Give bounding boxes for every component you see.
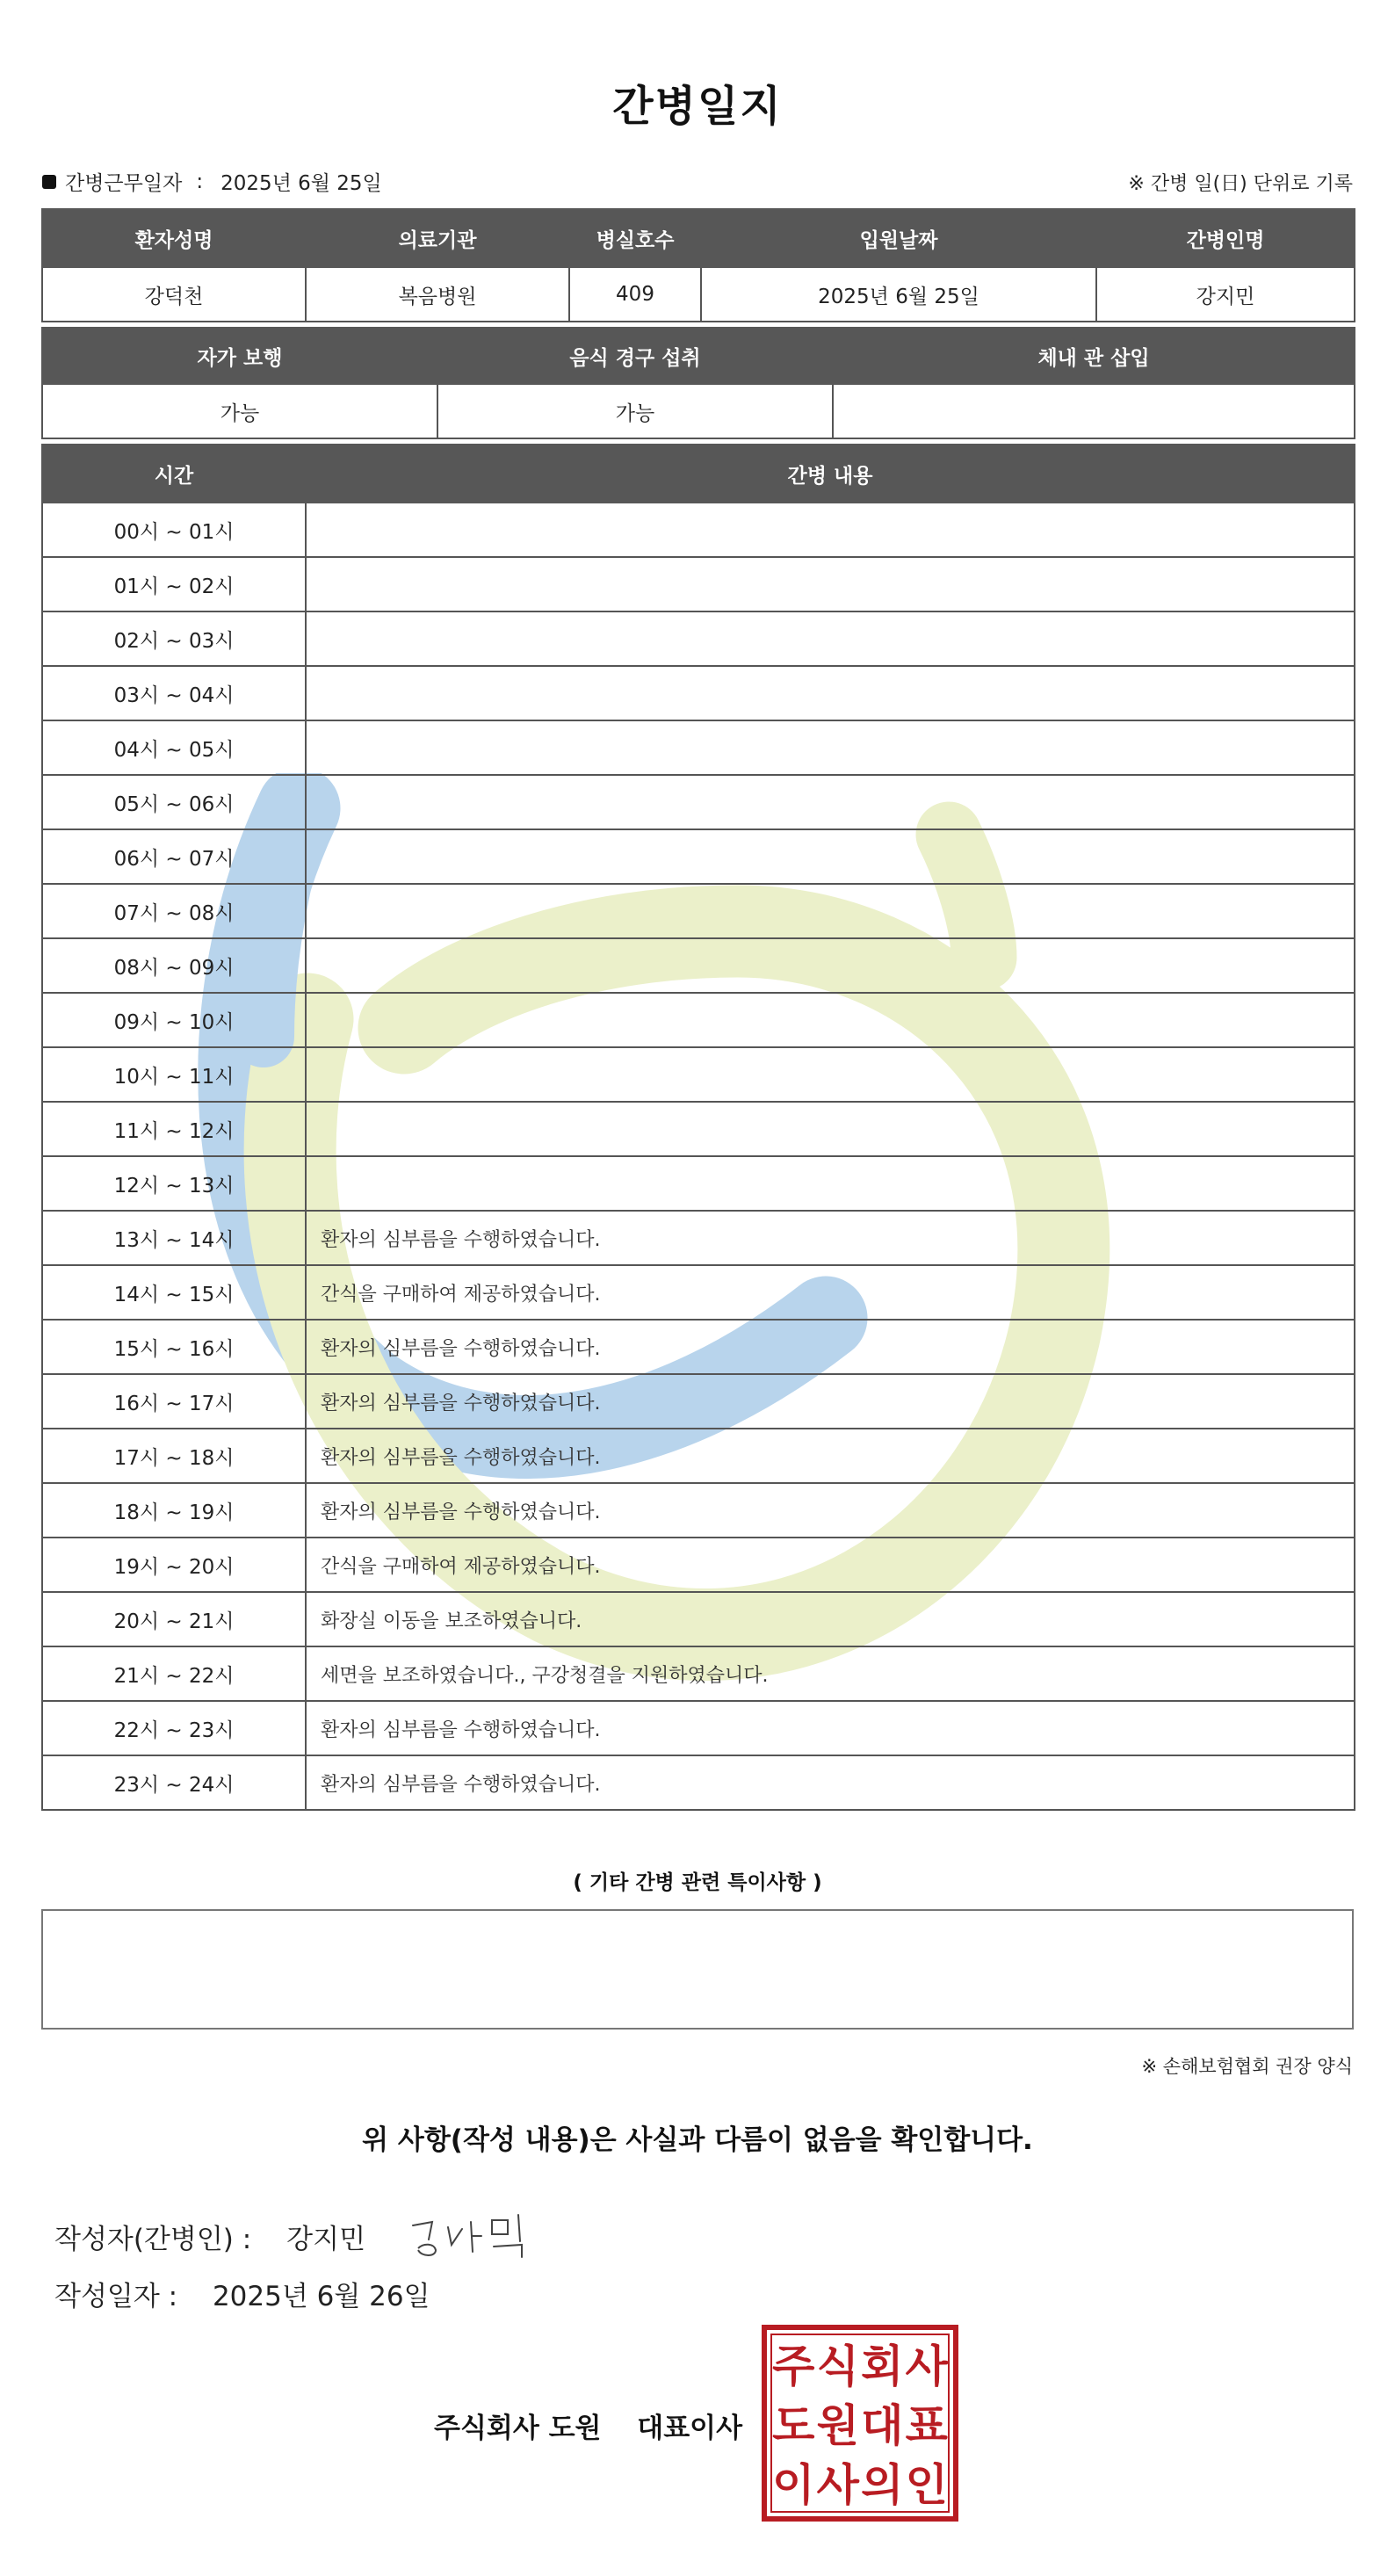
care-log-row (42, 1592, 1355, 1646)
care-content-cell (306, 884, 1355, 938)
care-content-cell (306, 1102, 1355, 1156)
writer-name: 강지민 (286, 2223, 366, 2255)
care-content-cell (306, 611, 1355, 666)
care-time-cell: 08시 ~ 09시 (42, 938, 306, 993)
care-log-row (42, 666, 1355, 720)
caregiver-name: 강지민 (1096, 267, 1355, 322)
header-patient-name: 환자성명 (42, 209, 306, 267)
self-walking-value: 가능 (42, 384, 437, 438)
care-time-cell: 00시 ~ 01시 (42, 503, 306, 557)
care-content-cell (306, 938, 1355, 993)
care-log-row (42, 1646, 1355, 1701)
work-date-value: 2025년 6월 25일 (220, 172, 382, 195)
care-time-cell: 10시 ~ 11시 (42, 1047, 306, 1102)
care-log-row (42, 611, 1355, 666)
notes-box (41, 1909, 1354, 2030)
care-content-cell: 환자의 심부름을 수행하였습니다. (306, 1483, 1355, 1538)
care-content-cell: 세면을 보조하였습니다., 구강청결을 지원하였습니다. (306, 1646, 1355, 1701)
care-content-cell (306, 993, 1355, 1047)
care-log-row (42, 1047, 1355, 1102)
work-date-separator: : (196, 170, 204, 193)
seal-character: 이 (772, 2459, 815, 2511)
write-date-line (54, 2274, 430, 2313)
care-content-cell: 환자의 심부름을 수행하였습니다. (306, 1429, 1355, 1483)
care-header-row (42, 445, 1355, 503)
write-date-value: 2025년 6월 26일 (212, 2281, 430, 2312)
care-log-row (42, 1102, 1355, 1156)
care-time-cell: 21시 ~ 22시 (42, 1646, 306, 1701)
company-signature-line (434, 2406, 742, 2445)
care-log-row (42, 1483, 1355, 1538)
care-time-cell: 05시 ~ 06시 (42, 775, 306, 829)
work-date-label: 간병근무일자 (65, 172, 183, 195)
care-log-row (42, 775, 1355, 829)
header-institution: 의료기관 (306, 209, 569, 267)
care-time-cell: 06시 ~ 07시 (42, 829, 306, 884)
bullet-square-icon (42, 175, 56, 189)
ceo-label: 대표이사 (637, 2413, 743, 2444)
header-oral-intake: 음식 경구 섭취 (437, 328, 833, 384)
seal-character: 대 (861, 2400, 904, 2451)
form-notice: ※ 손해보험협회 권장 양식 (1141, 2056, 1353, 2077)
care-time-cell: 01시 ~ 02시 (42, 557, 306, 611)
care-log-row (42, 1755, 1355, 1810)
header-room-number: 병실호수 (569, 209, 701, 267)
patient-value-row (42, 267, 1355, 322)
care-log-row (42, 1374, 1355, 1429)
care-content-cell: 환자의 심부름을 수행하였습니다. (306, 1755, 1355, 1810)
room-number: 409 (569, 267, 701, 322)
care-time-cell: 02시 ~ 03시 (42, 611, 306, 666)
patient-header-row (42, 209, 1355, 267)
care-content-cell: 화장실 이동을 보조하였습니다. (306, 1592, 1355, 1646)
care-log-row (42, 1538, 1355, 1592)
care-time-cell: 16시 ~ 17시 (42, 1374, 306, 1429)
company-name: 주식회사 도원 (434, 2413, 602, 2444)
care-log-row (42, 1429, 1355, 1483)
confirmation-statement: 위 사항(작성 내용)은 사실과 다름이 없음을 확인합니다. (362, 2124, 1033, 2156)
seal-character: 사 (905, 2341, 948, 2392)
seal-character: 의 (861, 2459, 904, 2511)
header-tube-insertion: 체내 관 삽입 (833, 328, 1355, 384)
care-time-cell: 14시 ~ 15시 (42, 1265, 306, 1320)
oral-intake-value: 가능 (437, 384, 833, 438)
status-header-row (42, 328, 1355, 384)
care-content-cell: 간식을 구매하여 제공하였습니다. (306, 1265, 1355, 1320)
care-time-cell: 15시 ~ 16시 (42, 1320, 306, 1374)
record-note: ※ 간병 일(日) 단위로 기록 (1128, 173, 1353, 195)
care-log-row (42, 884, 1355, 938)
seal-character: 사 (816, 2459, 859, 2511)
patient-info-table (41, 208, 1355, 322)
care-content-cell (306, 720, 1355, 775)
care-time-cell: 03시 ~ 04시 (42, 666, 306, 720)
header-care-content: 간병 내용 (306, 445, 1355, 503)
care-log-row (42, 1320, 1355, 1374)
care-time-cell: 19시 ~ 20시 (42, 1538, 306, 1592)
care-content-cell: 환자의 심부름을 수행하였습니다. (306, 1211, 1355, 1265)
care-time-cell: 12시 ~ 13시 (42, 1156, 306, 1211)
care-log-row (42, 993, 1355, 1047)
seal-character: 회 (861, 2341, 904, 2392)
care-time-cell: 23시 ~ 24시 (42, 1755, 306, 1810)
write-date-label: 작성일자 : (54, 2281, 178, 2312)
care-content-cell: 환자의 심부름을 수행하였습니다. (306, 1374, 1355, 1429)
care-content-cell (306, 1156, 1355, 1211)
care-time-cell: 09시 ~ 10시 (42, 993, 306, 1047)
care-content-cell: 환자의 심부름을 수행하였습니다. (306, 1320, 1355, 1374)
care-log-table (41, 444, 1355, 1811)
care-time-cell: 11시 ~ 12시 (42, 1102, 306, 1156)
care-log-row (42, 557, 1355, 611)
care-time-cell: 13시 ~ 14시 (42, 1211, 306, 1265)
care-log-row (42, 1211, 1355, 1265)
seal-character: 표 (905, 2400, 948, 2451)
status-value-row (42, 384, 1355, 438)
care-time-cell: 20시 ~ 21시 (42, 1592, 306, 1646)
care-content-cell (306, 775, 1355, 829)
care-log-row (42, 1701, 1355, 1755)
care-log-row (42, 829, 1355, 884)
care-time-cell: 07시 ~ 08시 (42, 884, 306, 938)
header-time: 시간 (42, 445, 306, 503)
admission-date: 2025년 6월 25일 (701, 267, 1096, 322)
care-log-row (42, 1156, 1355, 1211)
care-content-cell: 간식을 구매하여 제공하였습니다. (306, 1538, 1355, 1592)
care-content-cell: 환자의 심부름을 수행하였습니다. (306, 1701, 1355, 1755)
patient-name: 강덕천 (42, 267, 306, 322)
care-log-row (42, 720, 1355, 775)
header-admission-date: 입원날짜 (701, 209, 1096, 267)
care-log-row (42, 1265, 1355, 1320)
seal-character: 원 (816, 2400, 859, 2451)
company-seal-stamp (761, 2324, 959, 2522)
writer-label: 작성자(간병인) : (54, 2223, 252, 2255)
writer-line (54, 2210, 546, 2262)
seal-character: 식 (816, 2341, 859, 2392)
care-content-cell (306, 1047, 1355, 1102)
care-log-row (42, 503, 1355, 557)
seal-character: 주 (772, 2341, 815, 2392)
header-self-walking: 자가 보행 (42, 328, 437, 384)
care-content-cell (306, 829, 1355, 884)
care-log-row (42, 938, 1355, 993)
care-time-cell: 17시 ~ 18시 (42, 1429, 306, 1483)
care-time-cell: 22시 ~ 23시 (42, 1701, 306, 1755)
care-content-cell (306, 503, 1355, 557)
institution: 복음병원 (306, 267, 569, 322)
care-time-cell: 04시 ~ 05시 (42, 720, 306, 775)
handwritten-signature (406, 2210, 546, 2262)
header-caregiver-name: 간병인명 (1096, 209, 1355, 267)
patient-status-table (41, 327, 1355, 439)
seal-character: 도 (772, 2400, 815, 2451)
care-content-cell (306, 557, 1355, 611)
work-date-line (42, 167, 382, 196)
tube-insertion-value (833, 384, 1355, 438)
seal-character: 인 (905, 2459, 948, 2511)
care-time-cell: 18시 ~ 19시 (42, 1483, 306, 1538)
page-title: 간병일지 (612, 82, 783, 131)
care-content-cell (306, 666, 1355, 720)
notes-title: ( 기타 간병 관련 특이사항 ) (573, 1871, 822, 1894)
